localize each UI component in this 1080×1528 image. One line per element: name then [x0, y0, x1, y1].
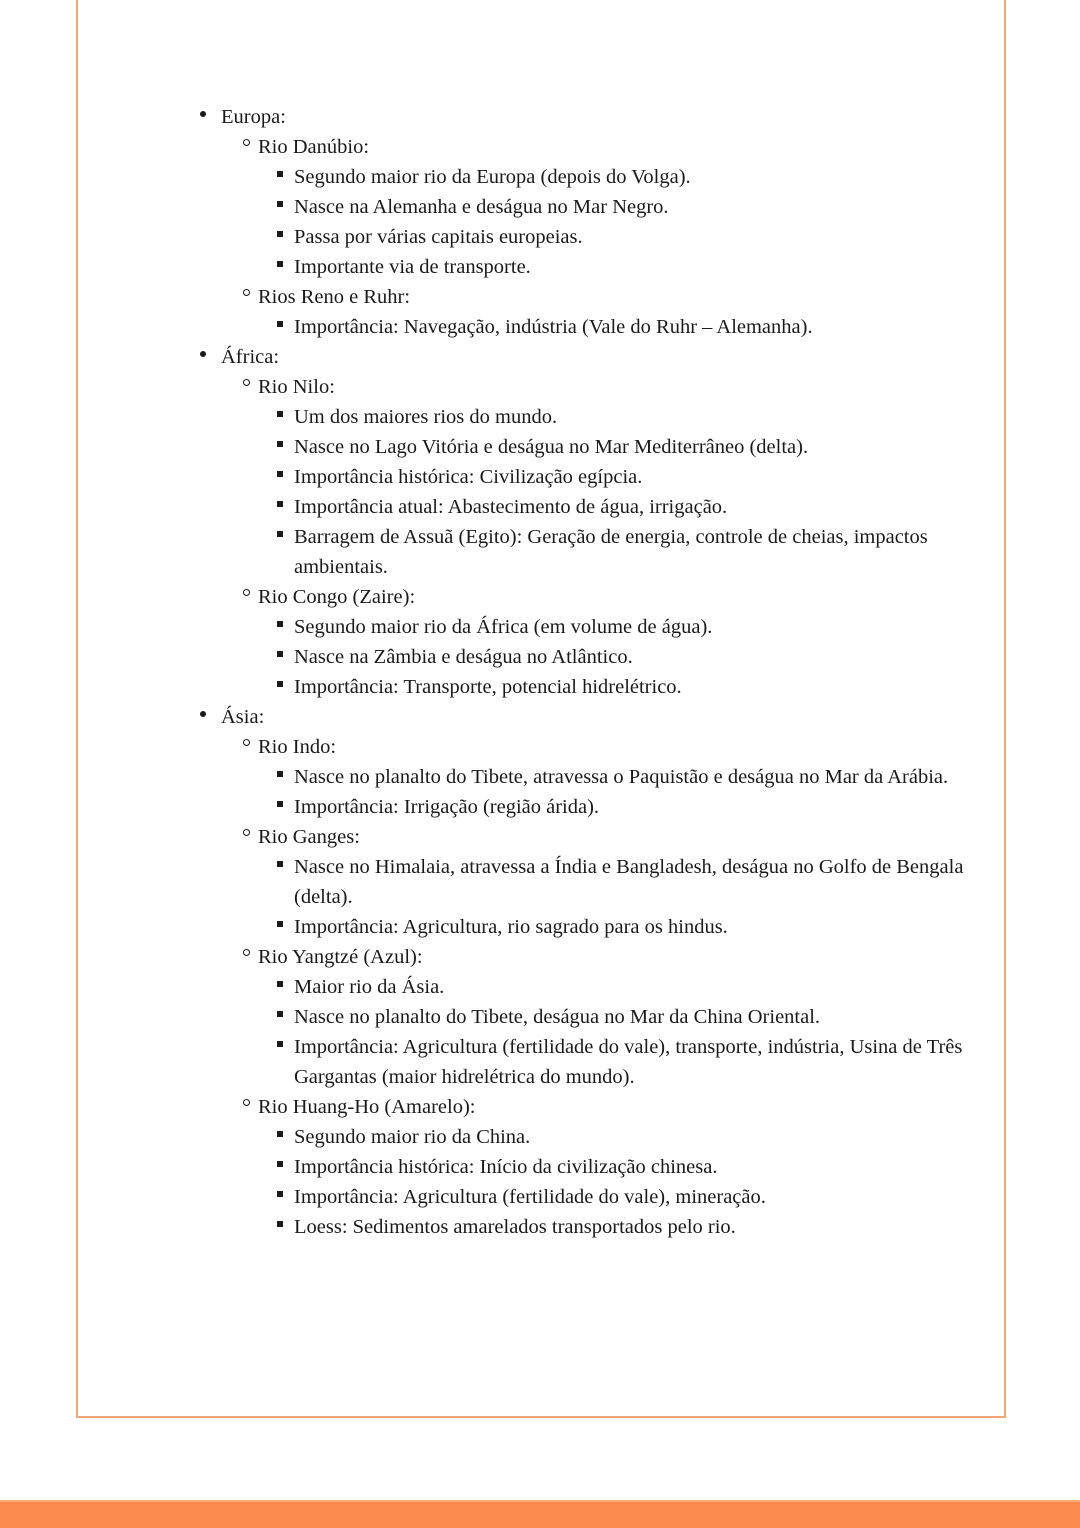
outline-item-level-3: [258, 222, 1008, 252]
outline-item-label: Importância: Agricultura (fertilidade do vale), mineração.: [294, 1186, 766, 1208]
bullet-circle-icon: [243, 1092, 263, 1122]
outline-item-level-3: [258, 972, 1008, 1002]
outline-item-label: Segundo maior rio da África (em volume de água).: [294, 616, 713, 638]
outline-item-level-3: [258, 1032, 1008, 1092]
bullet-square-icon: [277, 672, 297, 702]
outline-item-level-1: [78, 702, 1008, 1242]
outline-item-label: Rio Yangtzé (Azul):: [258, 946, 423, 968]
outline-item-label: Rio Huang-Ho (Amarelo):: [258, 1096, 476, 1118]
note-content-frame: [76, 0, 1006, 1418]
bullet-square-icon: [277, 1032, 297, 1062]
bullet-square-icon: [277, 972, 297, 1002]
bullet-circle-icon: [243, 582, 263, 612]
outline-item-label: Passa por várias capitais europeias.: [294, 226, 583, 248]
outline-item-level-3: [258, 792, 1008, 822]
bullet-circle-icon: [243, 942, 263, 972]
outline-level-2-list: [221, 132, 1008, 342]
bullet-circle-icon: [243, 132, 263, 162]
bullet-circle-icon: [243, 822, 263, 852]
bullet-disc-icon: [200, 702, 220, 732]
outline-item-label: Europa:: [221, 106, 286, 128]
outline-level-3-list: [258, 162, 1008, 282]
bullet-square-icon: [277, 462, 297, 492]
outline-item-label: Rio Ganges:: [258, 826, 360, 848]
bullet-square-icon: [277, 312, 297, 342]
outline-item-label: Nasce na Zâmbia e deságua no Atlântico.: [294, 646, 633, 668]
outline-item-label: Nasce na Alemanha e deságua no Mar Negro.: [294, 196, 669, 218]
outline-item-level-3: [258, 612, 1008, 642]
outline-item-label: África:: [221, 346, 280, 368]
bullet-square-icon: [277, 1002, 297, 1032]
bullet-circle-icon: [243, 282, 263, 312]
outline-item-label: Nasce no planalto do Tibete, deságua no Mar da China Oriental.: [294, 1006, 821, 1028]
bullet-square-icon: [277, 792, 297, 822]
outline-item-level-1: [78, 102, 1008, 342]
outline-item-level-3: [258, 522, 1008, 582]
outline-item-label: Importância: Agricultura, rio sagrado para os hindus.: [294, 916, 728, 938]
outline-item-level-2: [221, 582, 1008, 702]
bullet-square-icon: [277, 432, 297, 462]
outline-item-label: Importância: Transporte, potencial hidrelétrico.: [294, 676, 682, 698]
bullet-disc-icon: [200, 102, 220, 132]
outline-item-label: Importância: Agricultura (fertilidade do vale), transporte, indústria, Usina de Três Gargantas (maior hidrelétrica do mundo).: [294, 1036, 963, 1088]
outline-item-level-2: [221, 132, 1008, 282]
bullet-circle-icon: [243, 372, 263, 402]
outline-item-level-3: [258, 1212, 1008, 1242]
bullet-square-icon: [277, 1152, 297, 1182]
outline-item-level-3: [258, 432, 1008, 462]
bullet-square-icon: [277, 852, 297, 882]
outline-item-level-3: [258, 162, 1008, 192]
outline-item-level-3: [258, 762, 1008, 792]
outline-level-3-list: [258, 1122, 1008, 1242]
bullet-disc-icon: [200, 342, 220, 372]
bullet-square-icon: [277, 402, 297, 432]
outline-item-level-3: [258, 1002, 1008, 1032]
outline-level-3-list: [258, 312, 1008, 342]
bullet-square-icon: [277, 612, 297, 642]
outline-item-level-3: [258, 1122, 1008, 1152]
outline-item-level-2: [221, 282, 1008, 342]
outline-level-3-list: [258, 402, 1008, 582]
outline-item-label: Um dos maiores rios do mundo.: [294, 406, 558, 428]
outline-item-level-3: [258, 1152, 1008, 1182]
outline-item-level-3: [258, 1182, 1008, 1212]
outline-item-label: Segundo maior rio da China.: [294, 1126, 531, 1148]
outline-item-label: Importância: Navegação, indústria (Vale do Ruhr – Alemanha).: [294, 316, 813, 338]
outline-item-label: Nasce no Himalaia, atravessa a Índia e Bangladesh, deságua no Golfo de Bengala (delta).: [294, 856, 964, 908]
bullet-square-icon: [277, 252, 297, 282]
outline-item-label: Importância histórica: Início da civilização chinesa.: [294, 1156, 718, 1178]
bullet-square-icon: [277, 192, 297, 222]
outline-item-level-3: [258, 462, 1008, 492]
outline-item-level-2: [221, 1092, 1008, 1242]
outline-item-label: Nasce no Lago Vitória e deságua no Mar Mediterrâneo (delta).: [294, 436, 809, 458]
bullet-square-icon: [277, 222, 297, 252]
outline-item-label: Rio Indo:: [258, 736, 337, 758]
outline-item-level-3: [258, 912, 1008, 942]
outline-item-label: Ásia:: [221, 706, 265, 728]
outline-item-level-3: [258, 672, 1008, 702]
outline-level-2-list: [221, 372, 1008, 702]
bullet-square-icon: [277, 1182, 297, 1212]
outline-item-label: Importante via de transporte.: [294, 256, 531, 278]
outline-item-label: Importância: Irrigação (região árida).: [294, 796, 600, 818]
bullet-square-icon: [277, 762, 297, 792]
outline-level-2-list: [221, 732, 1008, 1242]
bullet-circle-icon: [243, 732, 263, 762]
bullet-square-icon: [277, 492, 297, 522]
outline-item-level-3: [258, 852, 1008, 912]
bullet-square-icon: [277, 1122, 297, 1152]
outline-item-level-2: [221, 822, 1008, 942]
outline-item-level-1: [78, 342, 1008, 702]
outline-item-label: Loess: Sedimentos amarelados transportados pelo rio.: [294, 1216, 736, 1238]
outline-item-level-3: [258, 192, 1008, 222]
bullet-square-icon: [277, 522, 297, 552]
outline-level-3-list: [258, 612, 1008, 702]
outline-root: [78, 102, 1008, 1242]
outline-item-level-2: [221, 372, 1008, 582]
outline-item-level-3: [258, 492, 1008, 522]
outline-item-level-3: [258, 642, 1008, 672]
outline-item-label: Barragem de Assuã (Egito): Geração de energia, controle de cheias, impactos ambientais.: [294, 526, 928, 578]
outline-level-3-list: [258, 762, 1008, 822]
outline-item-label: Rios Reno e Ruhr:: [258, 286, 411, 308]
bullet-square-icon: [277, 912, 297, 942]
outline-item-label: Importância histórica: Civilização egípcia.: [294, 466, 643, 488]
outline-item-level-2: [221, 732, 1008, 822]
outline-item-level-3: [258, 252, 1008, 282]
outline-item-label: Nasce no planalto do Tibete, atravessa o Paquistão e deságua no Mar da Arábia.: [294, 766, 949, 788]
outline-item-label: Segundo maior rio da Europa (depois do Volga).: [294, 166, 691, 188]
outline-item-level-3: [258, 312, 1008, 342]
bullet-square-icon: [277, 642, 297, 672]
outline-item-label: Rio Nilo:: [258, 376, 335, 398]
outline-level-3-list: [258, 852, 1008, 942]
outline-item-label: Rio Danúbio:: [258, 136, 370, 158]
footer-accent-band: [0, 1502, 1080, 1528]
outline-item-label: Maior rio da Ásia.: [294, 976, 445, 998]
outline-level-3-list: [258, 972, 1008, 1092]
outline-item-level-3: [258, 402, 1008, 432]
outline-item-level-2: [221, 942, 1008, 1092]
outline-item-label: Importância atual: Abastecimento de água, irrigação.: [294, 496, 728, 518]
outline-item-label: Rio Congo (Zaire):: [258, 586, 416, 608]
bullet-square-icon: [277, 162, 297, 192]
bullet-square-icon: [277, 1212, 297, 1242]
